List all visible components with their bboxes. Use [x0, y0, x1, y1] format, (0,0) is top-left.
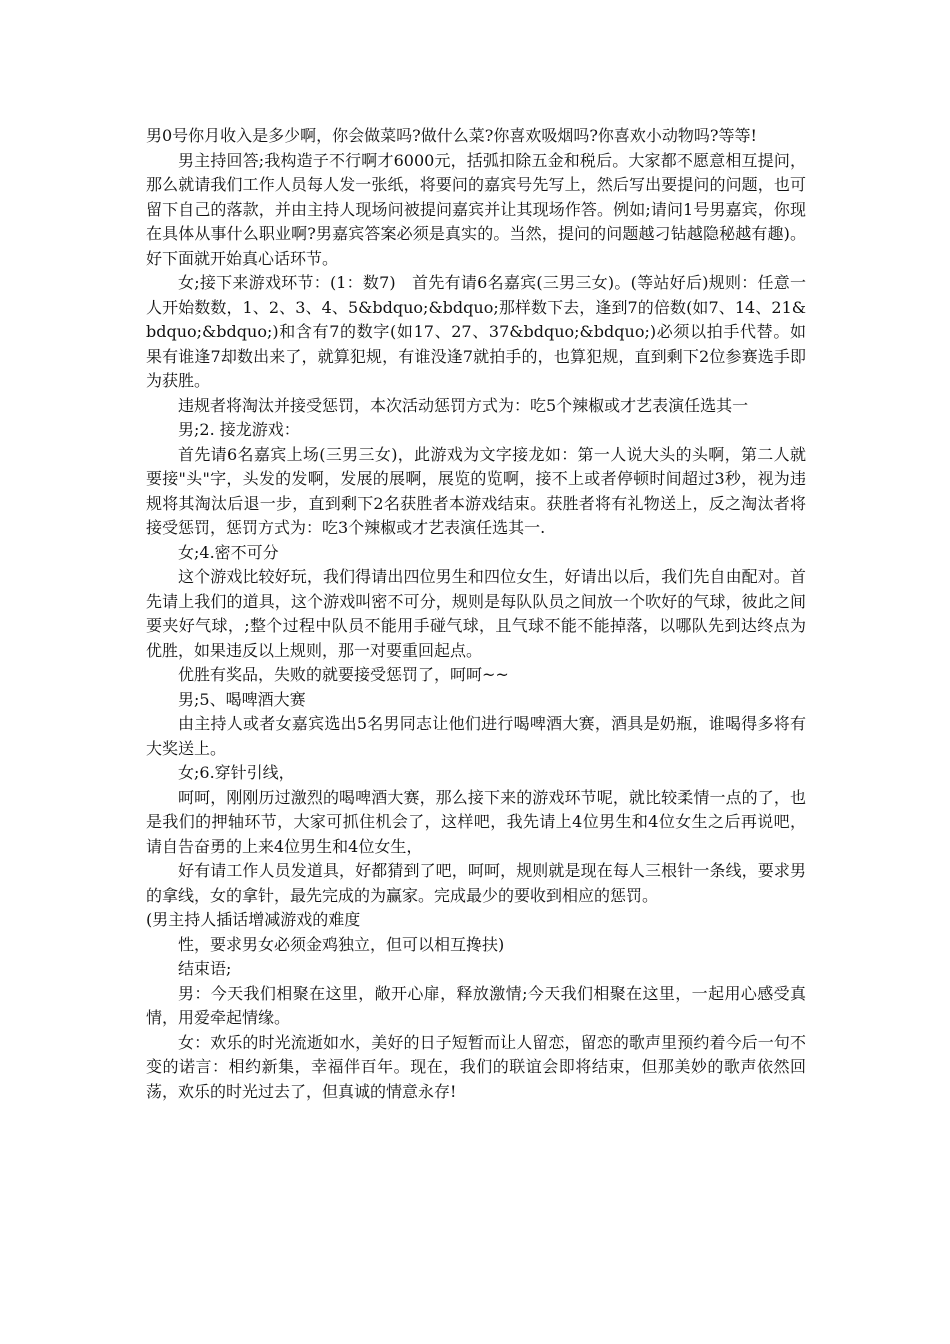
paragraph-game-6-aside-cont: 性，要求男女必须金鸡独立，但可以相互搀扶)	[178, 934, 505, 954]
paragraph-game-4-prize: 优胜有奖品，失败的就要接受惩罚了，呵呵~~	[178, 665, 509, 684]
paragraph-host-answer: 男主持回答;我构造子不行啊才6000元，括弧扣除五金和税后。大家都不愿意相互提问，那么就请我们工作人员每人发一张纸，将要问的嘉宾号先写上，然后写出要提问的问题，也可留下自己的落款，并由主持人现场问被提问嘉宾并让其现场作答。例如;请问1号男嘉宾，你现在具体从事什么职业啊?男嘉宾答案必须是真实的。当然，提问的问题越刁钻越隐秘越有趣)。好下面就开始真心话环节。	[146, 150, 806, 268]
paragraph-closing-male: 男：今天我们相聚在这里，敞开心扉，释放激情;今天我们相聚在这里，一起用心感受真情，用爱牵起情缘。	[146, 983, 806, 1027]
paragraph-game-4-rules: 这个游戏比较好玩，我们得请出四位男生和四位女生，好请出以后，我们先自由配对。首先请上我们的道具，这个游戏叫密不可分，规则是每队队员之间放一个吹好的气球，彼此之间要夹好气球，;整个过程中队员不能用手碰气球，且气球不能不能掉落，以哪队先到达终点为优胜，如果违反以上规则，那一对要重回起点。	[146, 567, 806, 660]
paragraph-penalty: 违规者将淘汰并接受惩罚，本次活动惩罚方式为：吃5个辣椒或才艺表演任选其一	[178, 395, 749, 415]
paragraph-game-6-aside: (男主持人插话增减游戏的难度	[146, 910, 361, 929]
paragraph-game-6-rules: 好有请工作人员发道具，好都猜到了吧，呵呵，规则就是现在每人三根针一条线，要求男的拿线，女的拿针，最先完成的为赢家。完成最少的要收到相应的惩罚。	[146, 861, 806, 905]
document-body	[146, 124, 806, 1104]
paragraph-intro-questions: 男0号你月收入是多少啊，你会做菜吗?做什么菜?你喜欢吸烟吗?你喜欢小动物吗?等等!	[146, 126, 757, 145]
paragraph-game-5-title: 男;5、喝啤酒大赛	[178, 689, 306, 709]
paragraph-game-4-title: 女;4.密不可分	[178, 542, 279, 562]
paragraph-game-count-seven: 女;接下来游戏环节：(1：数7) 首先有请6名嘉宾(三男三女)。(等站好后)规则：任意一人开始数数，1、2、3、4、5&bdquo;&bdquo;那样数下去，逢到7的倍数(如7、14、21&bdquo;&bdquo;)和含有7的数字(如17、27、37&bdquo;&bdquo;)必须以拍手代替。如果有谁逢7却数出来了，就算犯规，有谁没逢7就拍手的，也算犯规，直到剩下2位参赛选手即为获胜。	[146, 273, 806, 390]
paragraph-game-6-title: 女;6.穿针引线，	[178, 763, 295, 782]
paragraph-game-6-intro: 呵呵，刚刚历过激烈的喝啤酒大赛，那么接下来的游戏环节呢，就比较柔情一点的了，也是我们的押轴环节，大家可抓住机会了，这样吧，我先请上4位男生和4位女生之后再说吧，请自告奋勇的上来4位男生和4位女生，	[146, 787, 806, 856]
paragraph-game-5-rules: 由主持人或者女嘉宾选出5名男同志让他们进行喝啤酒大赛，酒具是奶瓶，谁喝得多将有大奖送上。	[146, 714, 806, 758]
paragraph-closing-female: 女：欢乐的时光流逝如水，美好的日子短暂而让人留恋，留恋的歌声里预约着今后一句不变的诺言：相约新集，幸福伴百年。现在，我们的联谊会即将结束，但那美妙的歌声依然回荡，欢乐的时光过去了，但真诚的情意永存!	[146, 1032, 806, 1101]
paragraph-closing-title: 结束语;	[178, 959, 232, 978]
paragraph-game-2-rules: 首先请6名嘉宾上场(三男三女)，此游戏为文字接龙如：第一人说大头的头啊，第二人就要接"头"字，头发的发啊，发展的展啊，展览的览啊，接不上或者停顿时间超过3秒，视为违规将其淘汰后退一步，直到剩下2名获胜者本游戏结束。获胜者将有礼物送上，反之淘汰者将接受惩罚，惩罚方式为：吃3个辣椒或才艺表演任选其一.	[146, 444, 806, 537]
paragraph-game-2-title: 男;2. 接龙游戏：	[178, 420, 300, 439]
